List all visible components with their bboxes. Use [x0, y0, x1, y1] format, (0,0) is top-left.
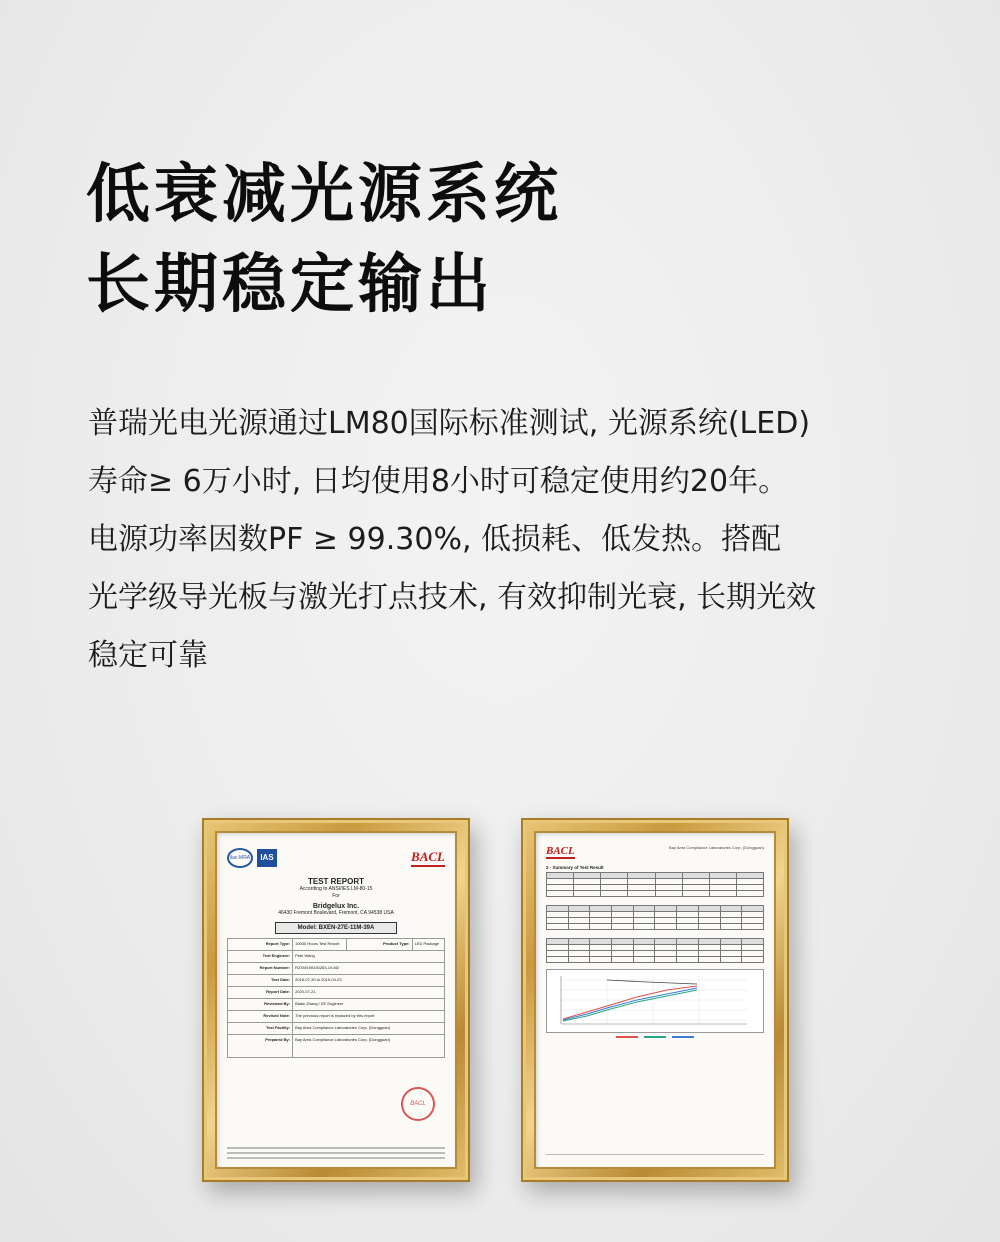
table-cell: Revised Note:: [228, 1011, 293, 1023]
table-cell: Reviewed By:: [228, 999, 293, 1011]
bacl-logo-icon: BACL: [546, 845, 575, 857]
table-cell: 2018-07-30 to 2019-04-23: [293, 975, 445, 987]
table-cell: Bay Area Compliance Laboratories Corp. (Dongguan): [293, 1023, 445, 1035]
certificate-standard: According to ANSI/IES LM-80-15: [299, 886, 373, 892]
table-row: [228, 963, 445, 975]
table-cell: Test Date:: [228, 975, 293, 987]
headline-line-1: 低衰减光源系统: [86, 158, 562, 232]
headline-line-2: 长期稳定输出: [86, 248, 494, 322]
table-row: [228, 1023, 445, 1035]
certificate-table: [227, 938, 445, 1058]
ilac-logo-icon: ilac-MRA: [227, 848, 253, 868]
description-line: 电源功率因数PF ≥ 99.30%, 低损耗、低发热。搭配: [88, 522, 782, 557]
certificate-model: Model: BXEN-27E-11M-39A: [275, 922, 397, 934]
description: [88, 395, 948, 685]
table-cell: Report Number:: [228, 963, 293, 975]
table-cell: Report Date:: [228, 987, 293, 999]
chromaticity-table: [546, 938, 764, 963]
certificate-title: TEST REPORT: [307, 877, 364, 886]
headline: [86, 150, 562, 330]
table-row: [228, 1011, 445, 1023]
table-cell: RZXM190430263-19-M2: [293, 963, 445, 975]
report-header: [546, 845, 764, 859]
report-lab-name: Bay Area Compliance Laboratories Corp. (Dongguan): [669, 845, 764, 850]
certificate-address: 46430 Fremont Boulevard, Fremont, CA 94538 USA: [278, 910, 394, 916]
table-cell: 10000 Hours Test Report: [293, 939, 347, 951]
table-row: [228, 999, 445, 1011]
lumen-maintenance-chart: [546, 969, 764, 1033]
table-cell: Blake Zhang / EE Engineer: [293, 999, 445, 1011]
bacl-logo-icon: BACL: [411, 849, 445, 867]
report-section-title: 2 - Summary of Test Result: [546, 865, 604, 870]
lumen-maintenance-table: [546, 905, 764, 930]
summary-table: [546, 872, 764, 897]
table-cell: The previous report is replaced by this report: [293, 1011, 445, 1023]
certificate-frame: [202, 818, 470, 1182]
certificate-for: For: [332, 893, 340, 899]
description-line: 光学级导光板与激光打点技术, 有效抑制光衰, 长期光效: [88, 580, 817, 615]
table-cell: Bay Area Compliance Laboratories Corp. (Dongguan): [293, 1035, 445, 1058]
test-report-certificate: [215, 831, 457, 1169]
description-line: 稳定可靠: [88, 638, 208, 673]
table-row: [228, 939, 445, 951]
table-row: [228, 951, 445, 963]
table-cell: LED Package: [412, 939, 444, 951]
table-cell: Report Type:: [228, 939, 293, 951]
table-cell: Test Engineer:: [228, 951, 293, 963]
description-line: 普瑞光电光源通过LM80国际标准测试, 光源系统(LED): [88, 406, 811, 441]
certificate-company: Bridgelux Inc.: [312, 903, 360, 910]
seal-icon: BACL: [401, 1087, 435, 1121]
table-row: [228, 975, 445, 987]
certificate-footnote: [227, 1144, 445, 1159]
table-row: [228, 987, 445, 999]
chart-legend: [546, 1036, 764, 1038]
table-cell: Product Type:: [347, 939, 412, 951]
table-cell: Pete Wang: [293, 951, 445, 963]
test-result-page: [534, 831, 776, 1169]
table-cell: Test Facility:: [228, 1023, 293, 1035]
certificate-logos: [227, 845, 445, 871]
ias-logo-icon: IAS: [257, 849, 277, 867]
report-frame: [521, 818, 789, 1182]
table-row: [228, 1035, 445, 1058]
table-cell: 2020-07-21: [293, 987, 445, 999]
description-line: 寿命≥ 6万小时, 日均使用8小时可稳定使用约20年。: [88, 464, 789, 499]
report-footer: [546, 1154, 764, 1159]
table-cell: Prepared By:: [228, 1035, 293, 1058]
